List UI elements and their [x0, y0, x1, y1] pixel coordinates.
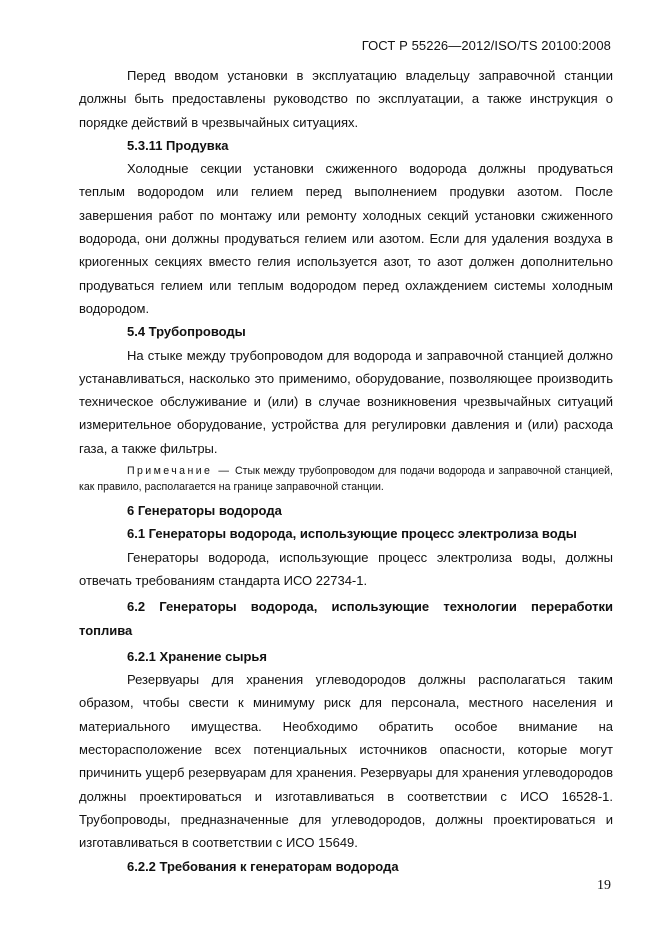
paragraph-pipelines: На стыке между трубопроводом для водорода и заправочной станцией должно устанавливаться, насколько это применимо, оборудование, позволяющее производить техническое обслуживание и (или) в случае возникновения чрезвычайных ситуаций измерительное оборудование, устройства для регулировки давления и (или) расхода газа, а также фильтры. — [79, 347, 613, 456]
heading-6: 6 Генераторы водорода — [127, 503, 282, 519]
paragraph-purging: Холодные секции установки сжиженного водорода должны продуваться теплым водородом или гелием перед выполнением продувки азотом. После завершения работ по монтажу или ремонту холодных секций установки сжиженного водорода, они должны продуваться гелием или азотом. Если для удаления воздуха в криогенных секциях вместо гелия используется азот, то азот должен дополнительно продуваться гелием или теплым водородом перед охлаждением системы холодным водородом. — [79, 161, 613, 316]
heading-6-1: 6.1 Генераторы водорода, использующие процесс электролиза воды — [127, 526, 577, 542]
note — [79, 463, 613, 495]
paragraph-operation-manual: Перед вводом установки в эксплуатацию владельцу заправочной станции должны быть предоставлены руководство по эксплуатации, а также инструкция о порядке действий в чрезвычайных ситуациях. — [79, 68, 613, 130]
paragraph-electrolysis: Генераторы водорода, использующие процесс электролиза воды, должны отвечать требованиям стандарта ИСО 22734-1. — [79, 549, 613, 588]
heading-6-2-2: 6.2.2 Требования к генераторам водорода — [127, 858, 399, 874]
heading-6-2: 6.2 Генераторы водорода, использующие технологии переработки топлива — [79, 599, 613, 638]
heading-5-4: 5.4 Трубопроводы — [127, 324, 246, 340]
document-header: ГОСТ Р 55226—2012/ISO/TS 20100:2008 — [361, 38, 611, 53]
page-number: 19 — [597, 878, 611, 893]
note-text: Стык между трубопроводом для подачи водорода и заправочной станцией, как правило, располагается на границе заправочной станции. — [79, 465, 614, 494]
document-body — [79, 64, 613, 878]
note-label: Примечание — — [127, 465, 232, 478]
heading-6-2-1: 6.2.1 Хранение сырья — [127, 648, 267, 664]
paragraph-feedstock-storage: Резервуары для хранения углеводородов должны располагаться таким образом, чтобы свести к минимуму риск для персонала, местного населения и материального имущества. Необходимо обратить особое внимание на месторасположение всех потенциальных источников опасности, которые могут причинить ущерб резервуарам для хранения. Резервуары для хранения углеводородов должны проектироваться и изготавливаться в соответствии с ИСО 16528-1. Трубопроводы, предназначенные для углеводородов, должны проектироваться и изготавливаться в соответствии с ИСО 15649. — [79, 672, 613, 851]
heading-5-3-11: 5.3.11 Продувка — [127, 137, 229, 153]
